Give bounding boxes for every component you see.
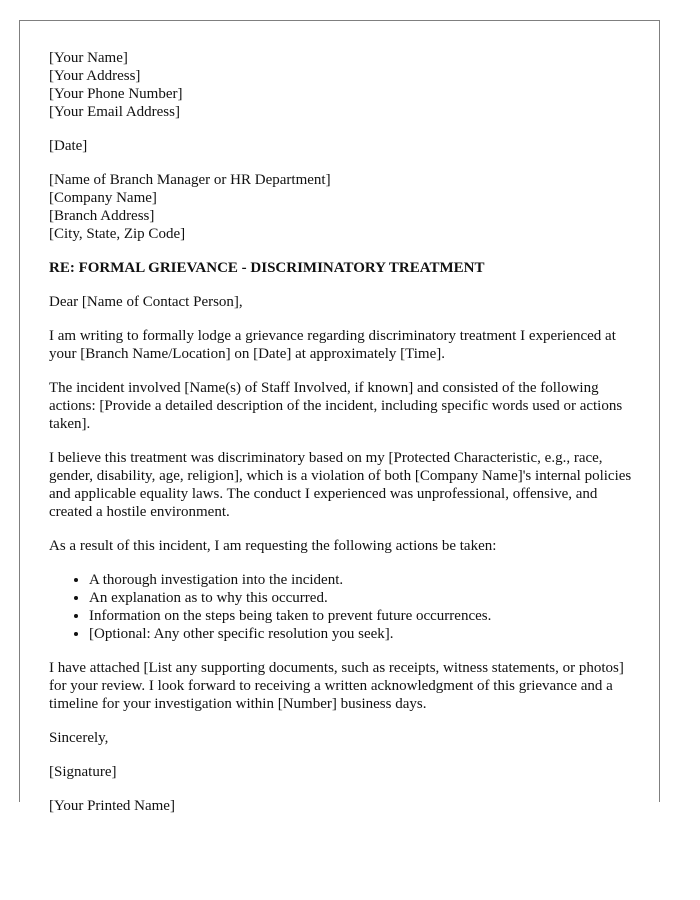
recipient-name: [Name of Branch Manager or HR Department] [49,172,331,188]
sender-block [49,49,634,121]
paragraph-discrimination-basis: I believe this treatment was discriminatory based on my [Protected Characteristic, e.g., race, gender, disability, age, religion], which is a violation of both [Company Name]'s internal policies and applicable equality laws. The conduct I experienced was unprofessional, offensive, and created a hostile environment. [49,450,632,520]
recipient-address: [Branch Address] [49,208,155,224]
recipient-city: [City, State, Zip Code] [49,226,186,242]
recipient-company: [Company Name] [49,190,157,206]
sender-address: [Your Address] [49,68,141,84]
list-item: • Information on the steps being taken to prevent future occurrences. [89,607,634,625]
letter-page [19,20,660,814]
list-item: • A thorough investigation into the incident. [89,571,634,589]
printed-name: [Your Printed Name] [49,798,175,814]
paragraph-incident-details: The incident involved [Name(s) of Staff Involved, if known] and consisted of the following actions: [Provide a detailed description of the incident, including specific words used or actions taken]. [49,380,623,432]
list-item: • An explanation as to why this occurred. [89,589,634,607]
requests-list [49,571,634,643]
sender-phone: [Your Phone Number] [49,86,183,102]
paragraph-incident-intro: I am writing to formally lodge a grievance regarding discriminatory treatment I experienced at your [Branch Name/Location] on [Date] at approximately [Time]. [49,328,616,362]
list-item: • [Optional: Any other specific resolution you seek]. [89,625,634,643]
letter-date: [Date] [49,138,88,154]
sender-email: [Your Email Address] [49,104,180,120]
sender-name: [Your Name] [49,50,128,66]
sign-off: Sincerely, [49,730,109,746]
recipient-block [49,171,634,243]
subject-line: RE: FORMAL GRIEVANCE - DISCRIMINATORY TREATMENT [49,260,485,276]
signature: [Signature] [49,764,117,780]
paragraph-attachments: I have attached [List any supporting documents, such as receipts, witness statements, or photos] for your review. I look forward to receiving a written acknowledgment of this grievance and a timeline for your investigation within [Number] business days. [49,660,624,712]
salutation: Dear [Name of Contact Person], [49,294,243,310]
paragraph-requests-intro: As a result of this incident, I am requesting the following actions be taken: [49,538,497,554]
letter-body [49,49,634,831]
